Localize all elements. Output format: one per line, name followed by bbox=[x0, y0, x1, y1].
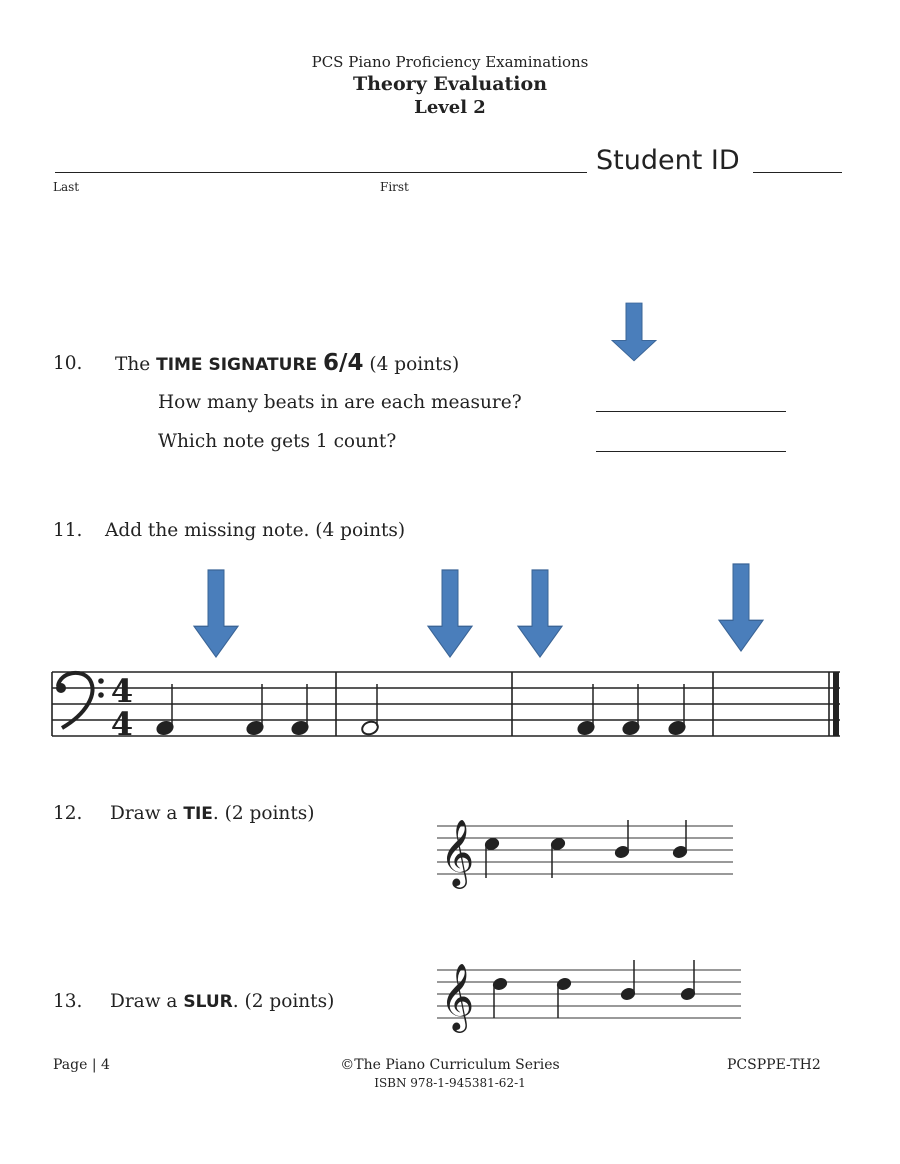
quarter-note bbox=[550, 837, 566, 878]
page-level: Level 2 bbox=[414, 97, 486, 118]
quarter-note bbox=[484, 837, 500, 878]
q11-arrow-icon bbox=[428, 570, 472, 657]
page-number-value: 4 bbox=[101, 1057, 110, 1073]
q11-arrow-icon bbox=[194, 570, 238, 657]
q10-signature: 6/4 bbox=[323, 350, 364, 376]
page-separator: | bbox=[91, 1057, 97, 1073]
q13-suffix: . (2 points) bbox=[232, 991, 335, 1012]
isbn: ISBN 978-1-945381-62-1 bbox=[374, 1076, 526, 1090]
quarter-note bbox=[576, 684, 595, 736]
quarter-note bbox=[155, 684, 174, 736]
q10-points: (4 points) bbox=[369, 354, 460, 375]
first-label: First bbox=[380, 180, 409, 194]
page-title: Theory Evaluation bbox=[352, 73, 548, 95]
q13-term: SLUR bbox=[183, 992, 233, 1012]
last-label: Last bbox=[53, 180, 80, 194]
exam-series: PCS Piano Proficiency Examinations bbox=[311, 53, 589, 71]
half-note bbox=[360, 684, 379, 736]
q11-arrow-icon bbox=[719, 564, 763, 651]
q12-term: TIE bbox=[183, 804, 213, 824]
q11-time-top: 4 bbox=[110, 672, 134, 710]
q10-prefix: The bbox=[115, 354, 151, 375]
quarter-note bbox=[556, 977, 572, 1018]
q12-number: 12. bbox=[53, 803, 83, 824]
q12-prefix: Draw a bbox=[110, 803, 178, 824]
quarter-note bbox=[621, 684, 640, 736]
q10-number: 10. bbox=[53, 353, 83, 374]
treble-clef-icon: 𝄞 bbox=[440, 818, 475, 886]
copyright: ©The Piano Curriculum Series bbox=[340, 1057, 560, 1073]
quarter-note bbox=[667, 684, 686, 736]
q13-treble-staff bbox=[437, 970, 741, 1018]
q12-suffix: . (2 points) bbox=[212, 803, 315, 824]
q13-number: 13. bbox=[53, 991, 83, 1012]
q10-sub2: Which note gets 1 count? bbox=[158, 431, 397, 452]
quarter-note bbox=[492, 977, 508, 1018]
treble-clef-icon: 𝄞 bbox=[440, 962, 475, 1030]
q11-time-bottom: 4 bbox=[110, 705, 134, 743]
q10-term: TIME SIGNATURE bbox=[156, 355, 318, 375]
student-id-label: Student ID bbox=[596, 145, 740, 176]
q12-treble-staff bbox=[437, 826, 733, 874]
page-label: Page bbox=[53, 1057, 88, 1073]
q11-arrow-icon bbox=[518, 570, 562, 657]
quarter-note bbox=[620, 960, 636, 1001]
document-code: PCSPPE-TH2 bbox=[727, 1057, 821, 1073]
q13-prefix: Draw a bbox=[110, 991, 178, 1012]
quarter-note bbox=[680, 960, 696, 1001]
quarter-note bbox=[290, 684, 309, 736]
q10-sub1: How many beats in are each measure? bbox=[158, 392, 522, 413]
q11-text: Add the missing note. (4 points) bbox=[105, 520, 406, 541]
q11-number: 11. bbox=[53, 520, 83, 541]
q10-arrow-icon bbox=[612, 303, 656, 361]
quarter-note bbox=[245, 684, 264, 736]
